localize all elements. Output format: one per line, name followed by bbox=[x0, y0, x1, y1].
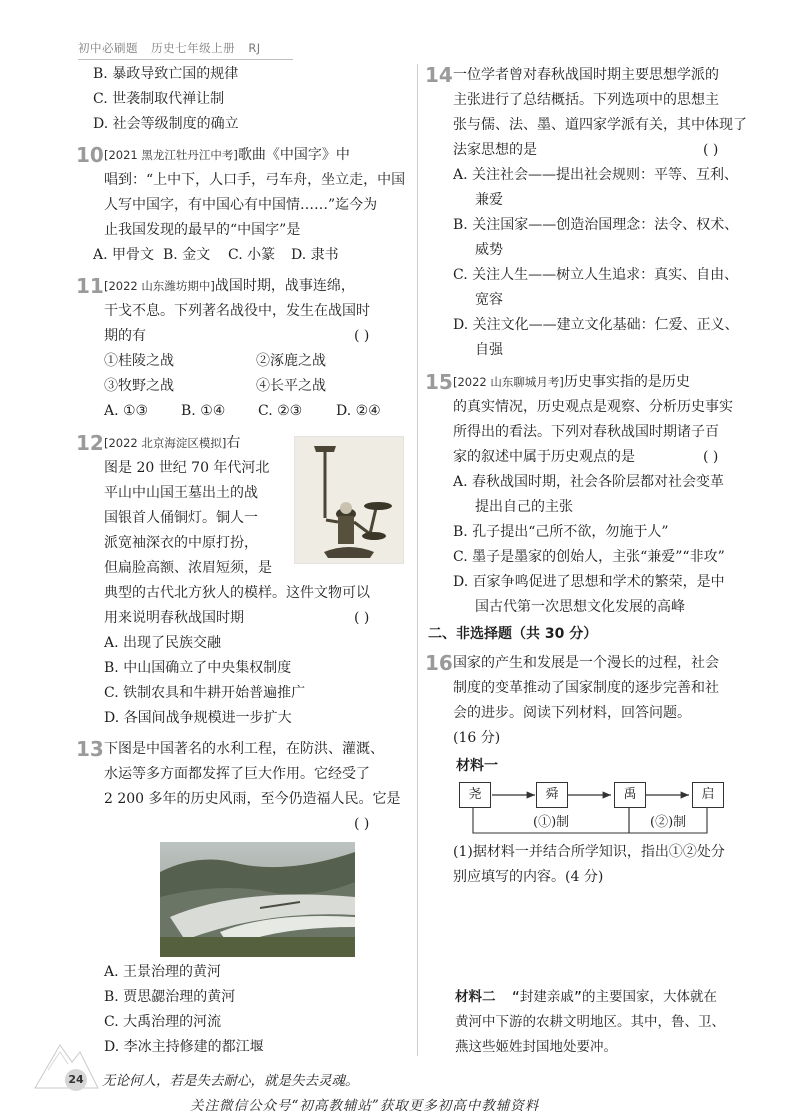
q14-number: 14 bbox=[425, 63, 453, 87]
q10-option-d: D. 隶书 bbox=[291, 247, 339, 263]
q10-line-3: 人写中国字，有中国心有中国情……”迄今为 bbox=[104, 197, 378, 213]
q13-number: 13 bbox=[76, 737, 104, 761]
q10-text-1: 歌曲《中国字》中 bbox=[237, 147, 350, 163]
q16-sub1-line-1: (1)据材料一并结合所学知识，指出①②处分 bbox=[453, 844, 725, 860]
box-yao: 尧 bbox=[459, 782, 491, 808]
q9-option-b: B. 暴政导致亡国的规律 bbox=[93, 66, 239, 82]
header-book: 历史七年级上册 bbox=[151, 41, 236, 55]
q16-line-4: (16 分) bbox=[453, 730, 501, 746]
q16-sub1-line-2: 别应填写的内容。(4 分) bbox=[453, 869, 604, 885]
header-series: 初中必刷题 bbox=[78, 41, 138, 55]
q15-option-a-2: 提出自己的主张 bbox=[475, 499, 573, 515]
q14-line-3: 张与儒、法、墨、道四家学派有关，其中体现了 bbox=[453, 117, 747, 133]
page-number: 24 bbox=[65, 1069, 87, 1091]
q13-line-3: 2 200 多年的历史风雨，至今仍造福人民。它是 bbox=[104, 791, 401, 807]
column-divider bbox=[417, 64, 418, 1056]
q14-option-d-2: 自强 bbox=[475, 342, 503, 358]
q15-option-d-2: 国古代第一次思想文化发展的高峰 bbox=[475, 599, 685, 615]
q16-number: 16 bbox=[425, 651, 453, 675]
q14-option-b-1: B. 关注国家——创造治国理念：法令、权术、 bbox=[453, 217, 739, 233]
q12-line-3: 平山中山国王墓出土的战 bbox=[104, 485, 258, 501]
q12-line-1 bbox=[104, 433, 240, 453]
q11-option-c: C. ②③ bbox=[258, 403, 303, 419]
q13-option-a: A. 王景治理的黄河 bbox=[104, 964, 222, 980]
blank-1-label: (①)制 bbox=[533, 815, 570, 830]
q12-source: [2022 北京海淀区模拟] bbox=[104, 436, 227, 450]
q16-line-1: 国家的产生和发展是一个漫长的过程，社会 bbox=[453, 655, 719, 671]
q9-option-d: D. 社会等级制度的确立 bbox=[93, 116, 239, 132]
q15-answer-paren: ( ) bbox=[703, 449, 719, 465]
q13-option-b: B. 贾思勰治理的黄河 bbox=[104, 989, 236, 1005]
q14-line-4: 法家思想的是 bbox=[453, 142, 537, 158]
q10-line-1 bbox=[104, 145, 350, 165]
box-qi: 启 bbox=[692, 782, 724, 808]
q10-line-4: 止我国发现的最早的“中国字”是 bbox=[104, 222, 301, 238]
q16-line-3: 会的进步。阅读下列材料，回答问题。 bbox=[453, 705, 691, 721]
q11-option-d: D. ②④ bbox=[336, 403, 381, 419]
q15-line-3: 所得出的看法。下列对春秋战国时期诸子百 bbox=[453, 424, 719, 440]
footer-promo: 关注微信公众号“初高教辅站”获取更多初高中教辅资料 bbox=[190, 1098, 540, 1114]
q10-option-b: B. 金文 bbox=[163, 247, 211, 263]
q14-answer-paren: ( ) bbox=[703, 142, 719, 158]
q13-line-2: 水运等多方面都发挥了巨大作用。它经受了 bbox=[104, 766, 370, 782]
material-2-line-2: 黄河中下游的农耕文明地区。其中，鲁、卫、 bbox=[455, 1014, 725, 1030]
q10-option-c: C. 小篆 bbox=[228, 247, 276, 263]
q14-option-a-2: 兼爱 bbox=[475, 192, 503, 208]
q13-answer-paren: ( ) bbox=[354, 816, 370, 832]
bronze-lamp-figurine-photo bbox=[294, 436, 404, 564]
q14-option-d-1: D. 关注文化——建立文化基础：仁爱、正义、 bbox=[453, 317, 739, 333]
blank-2-label: (②)制 bbox=[650, 815, 687, 830]
q12-line-7: 典型的古代北方狄人的模样。这件文物可以 bbox=[104, 585, 370, 601]
q15-text-1: 历史事实指的是历史 bbox=[563, 374, 690, 390]
q14-option-a-1: A. 关注社会——提出社会规则：平等、互利、 bbox=[453, 167, 739, 183]
q11-line-2: 干戈不息。下列著名战役中，发生在战国时 bbox=[104, 303, 370, 319]
material-2-text-1: “封建亲戚”的主要国家，大体就在 bbox=[511, 989, 718, 1005]
q11-item-2: ②涿鹿之战 bbox=[256, 353, 326, 369]
q11-item-4: ④长平之战 bbox=[256, 378, 326, 394]
q15-option-c: C. 墨子是墨家的创始人，主张“兼爱”“非攻” bbox=[453, 549, 725, 565]
section-heading-non-choice: 二、非选择题（共 30 分） bbox=[428, 626, 598, 642]
material-2-line-1 bbox=[455, 985, 717, 1010]
q10-source: [2021 黑龙江牡丹江中考] bbox=[104, 148, 238, 162]
q13-option-d: D. 李冰主持修建的都江堰 bbox=[104, 1039, 264, 1055]
q15-option-a-1: A. 春秋战国时期，社会各阶层都对社会变革 bbox=[453, 474, 725, 490]
q12-number: 12 bbox=[76, 431, 104, 455]
q12-option-c: C. 铁制农具和牛耕开始普遍推广 bbox=[104, 685, 306, 701]
material-1-label: 材料一 bbox=[456, 758, 498, 774]
running-header bbox=[78, 40, 293, 60]
q11-number: 11 bbox=[76, 274, 104, 298]
q16-line-2: 制度的变革推动了国家制度的逐步完善和社 bbox=[453, 680, 719, 696]
q12-option-a: A. 出现了民族交融 bbox=[104, 635, 222, 651]
q11-source: [2022 山东潍坊期中] bbox=[104, 279, 215, 293]
q14-option-c-2: 宽容 bbox=[475, 292, 503, 308]
q12-text-1: 右 bbox=[226, 435, 241, 451]
q10-line-2: 唱到：“上中下，人口手，弓车舟，坐立走，中国 bbox=[104, 172, 406, 188]
q12-line-4: 国银首人俑铜灯。铜人一 bbox=[104, 510, 258, 526]
header-edition: RJ bbox=[248, 41, 261, 55]
q12-option-d: D. 各国间战争规模进一步扩大 bbox=[104, 710, 292, 726]
q10-number: 10 bbox=[76, 143, 104, 167]
box-shun: 舜 bbox=[536, 782, 568, 808]
q11-item-1: ①桂陵之战 bbox=[104, 353, 174, 369]
q11-line-1 bbox=[104, 276, 355, 296]
q15-line-2: 的真实情况，历史观点是观察、分析历史事实 bbox=[453, 399, 733, 415]
q15-line-1 bbox=[453, 372, 690, 392]
q15-line-4: 家的叙述中属于历史观点的是 bbox=[453, 449, 635, 465]
q12-option-b: B. 中山国确立了中央集权制度 bbox=[104, 660, 292, 676]
q9-option-c: C. 世袭制取代禅让制 bbox=[93, 91, 225, 107]
box-yu: 禹 bbox=[614, 782, 646, 808]
q15-option-d-1: D. 百家争鸣促进了思想和学术的繁荣，是中 bbox=[453, 574, 725, 590]
q12-line-5: 派宽袖深衣的中原打扮， bbox=[104, 535, 258, 551]
footer-motto: 无论何人，若是失去耐心，就是失去灵魂。 bbox=[102, 1073, 359, 1089]
q14-line-1: 一位学者曾对春秋战国时期主要思想学派的 bbox=[453, 67, 719, 83]
material-2-label: 材料二 bbox=[455, 989, 496, 1005]
q15-option-b: B. 孔子提出“己所不欲，勿施于人” bbox=[453, 524, 669, 540]
q10-option-a: A. 甲骨文 bbox=[93, 247, 155, 263]
q14-line-2: 主张进行了总结概括。下列选项中的思想主 bbox=[453, 92, 719, 108]
q12-line-2: 图是 20 世纪 70 年代河北 bbox=[104, 460, 270, 476]
q14-option-b-2: 威势 bbox=[475, 242, 503, 258]
dujiangyan-aerial-photo bbox=[160, 842, 355, 957]
q15-source: [2022 山东聊城月考] bbox=[453, 375, 564, 389]
material-2-line-3: 燕这些姬姓封国地处要冲。 bbox=[455, 1039, 617, 1055]
q12-line-8: 用来说明春秋战国时期 bbox=[104, 610, 244, 626]
q11-item-3: ③牧野之战 bbox=[104, 378, 174, 394]
q12-line-6: 但扁脸高额、浓眉短须，是 bbox=[104, 560, 272, 576]
q11-option-b: B. ①④ bbox=[181, 403, 226, 419]
q14-option-c-1: C. 关注人生——树立人生追求：真实、自由、 bbox=[453, 267, 739, 283]
q13-option-c: C. 大禹治理的河流 bbox=[104, 1014, 222, 1030]
q13-line-1: 下图是中国著名的水利工程，在防洪、灌溉、 bbox=[104, 741, 384, 757]
q12-answer-paren: ( ) bbox=[354, 610, 370, 626]
q15-number: 15 bbox=[425, 370, 453, 394]
q11-option-a: A. ①③ bbox=[104, 403, 149, 419]
q11-line-3: 期的有 bbox=[104, 328, 146, 344]
q11-text-1: 战国时期，战事连绵， bbox=[214, 278, 355, 294]
q11-answer-paren: ( ) bbox=[354, 328, 370, 344]
